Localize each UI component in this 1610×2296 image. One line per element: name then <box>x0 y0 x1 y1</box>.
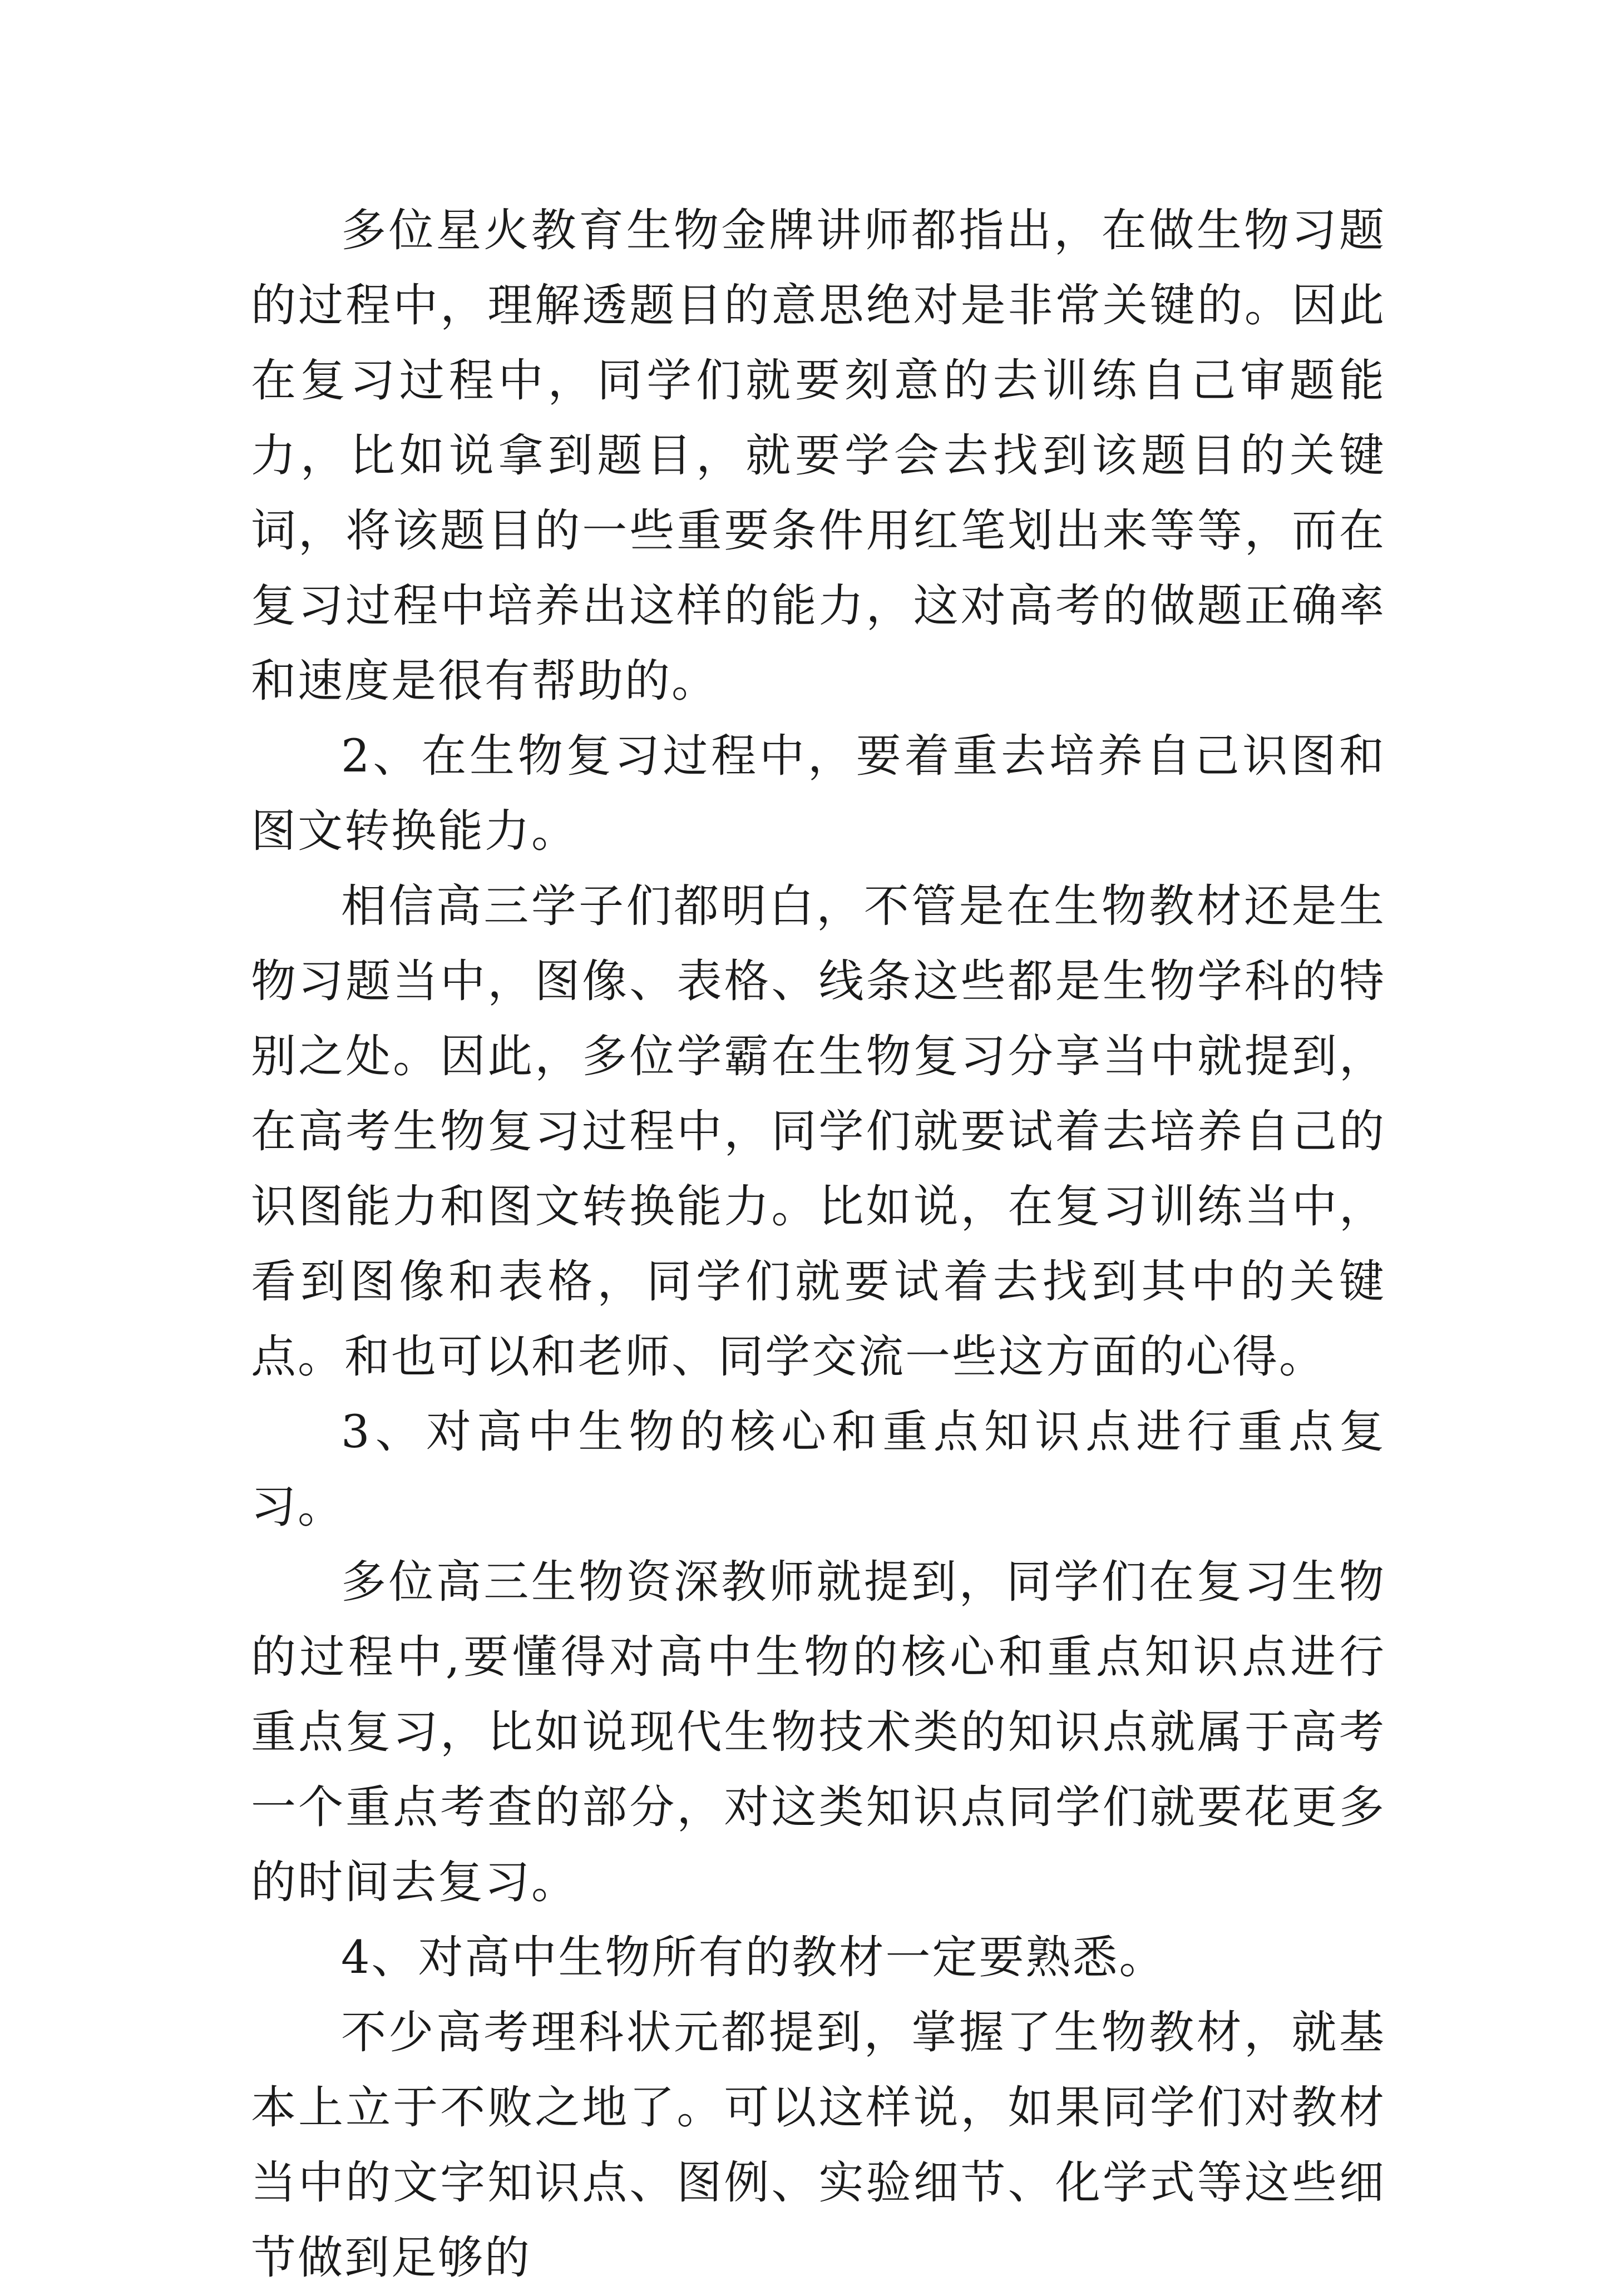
heading-point-3: 3、对高中生物的核心和重点知识点进行重点复习。 <box>251 1406 1386 1533</box>
paragraph-diagram-skills: 相信高三学子们都明白，不管是在生物教材还是生物习题当中，图像、表格、线条这些都是生物学科的特别之处。因此，多位学霸在生物复习分享当中就提到，在高考生物复习过程中，同学们就要试着去培养自己的识图能力和图文转换能力。比如说，在复习训练当中，看到图像和表格，同学们就要试着去找到其中的关键点。和也可以和老师、同学交流一些这方面的心得。 <box>251 880 1386 1383</box>
body-text <box>251 194 1386 2296</box>
paragraph-reading-questions: 多位星火教育生物金牌讲师都指出，在做生物习题的过程中，理解透题目的意思绝对是非常关键的。因此在复习过程中，同学们就要刻意的去训练自己审题能力，比如说拿到题目，就要学会去找到该题目的关键词，将该题目的一些重要条件用红笔划出来等等，而在复习过程中培养出这样的能力，这对高考的做题正确率和速度是很有帮助的。 <box>251 205 1386 707</box>
heading-point-4: 4、对高中生物所有的教材一定要熟悉。 <box>341 1932 1166 1984</box>
paragraph-core-knowledge: 多位高三生物资深教师就提到，同学们在复习生物的过程中,要懂得对高中生物的核心和重点知识点进行重点复习，比如说现代生物技术类的知识点就属于高考一个重点考查的部分，对这类知识点同学们就要花更多的时间去复习。 <box>251 1556 1386 1909</box>
heading-point-2: 2、在生物复习过程中，要着重去培养自己识图和图文转换能力。 <box>251 730 1386 858</box>
paragraph-textbook: 不少高考理科状元都提到，掌握了生物教材，就基本上立于不败之地了。可以这样说，如果同学们对教材当中的文字知识点、图例、实验细节、化学式等这些细节做到足够的 <box>251 2007 1386 2284</box>
